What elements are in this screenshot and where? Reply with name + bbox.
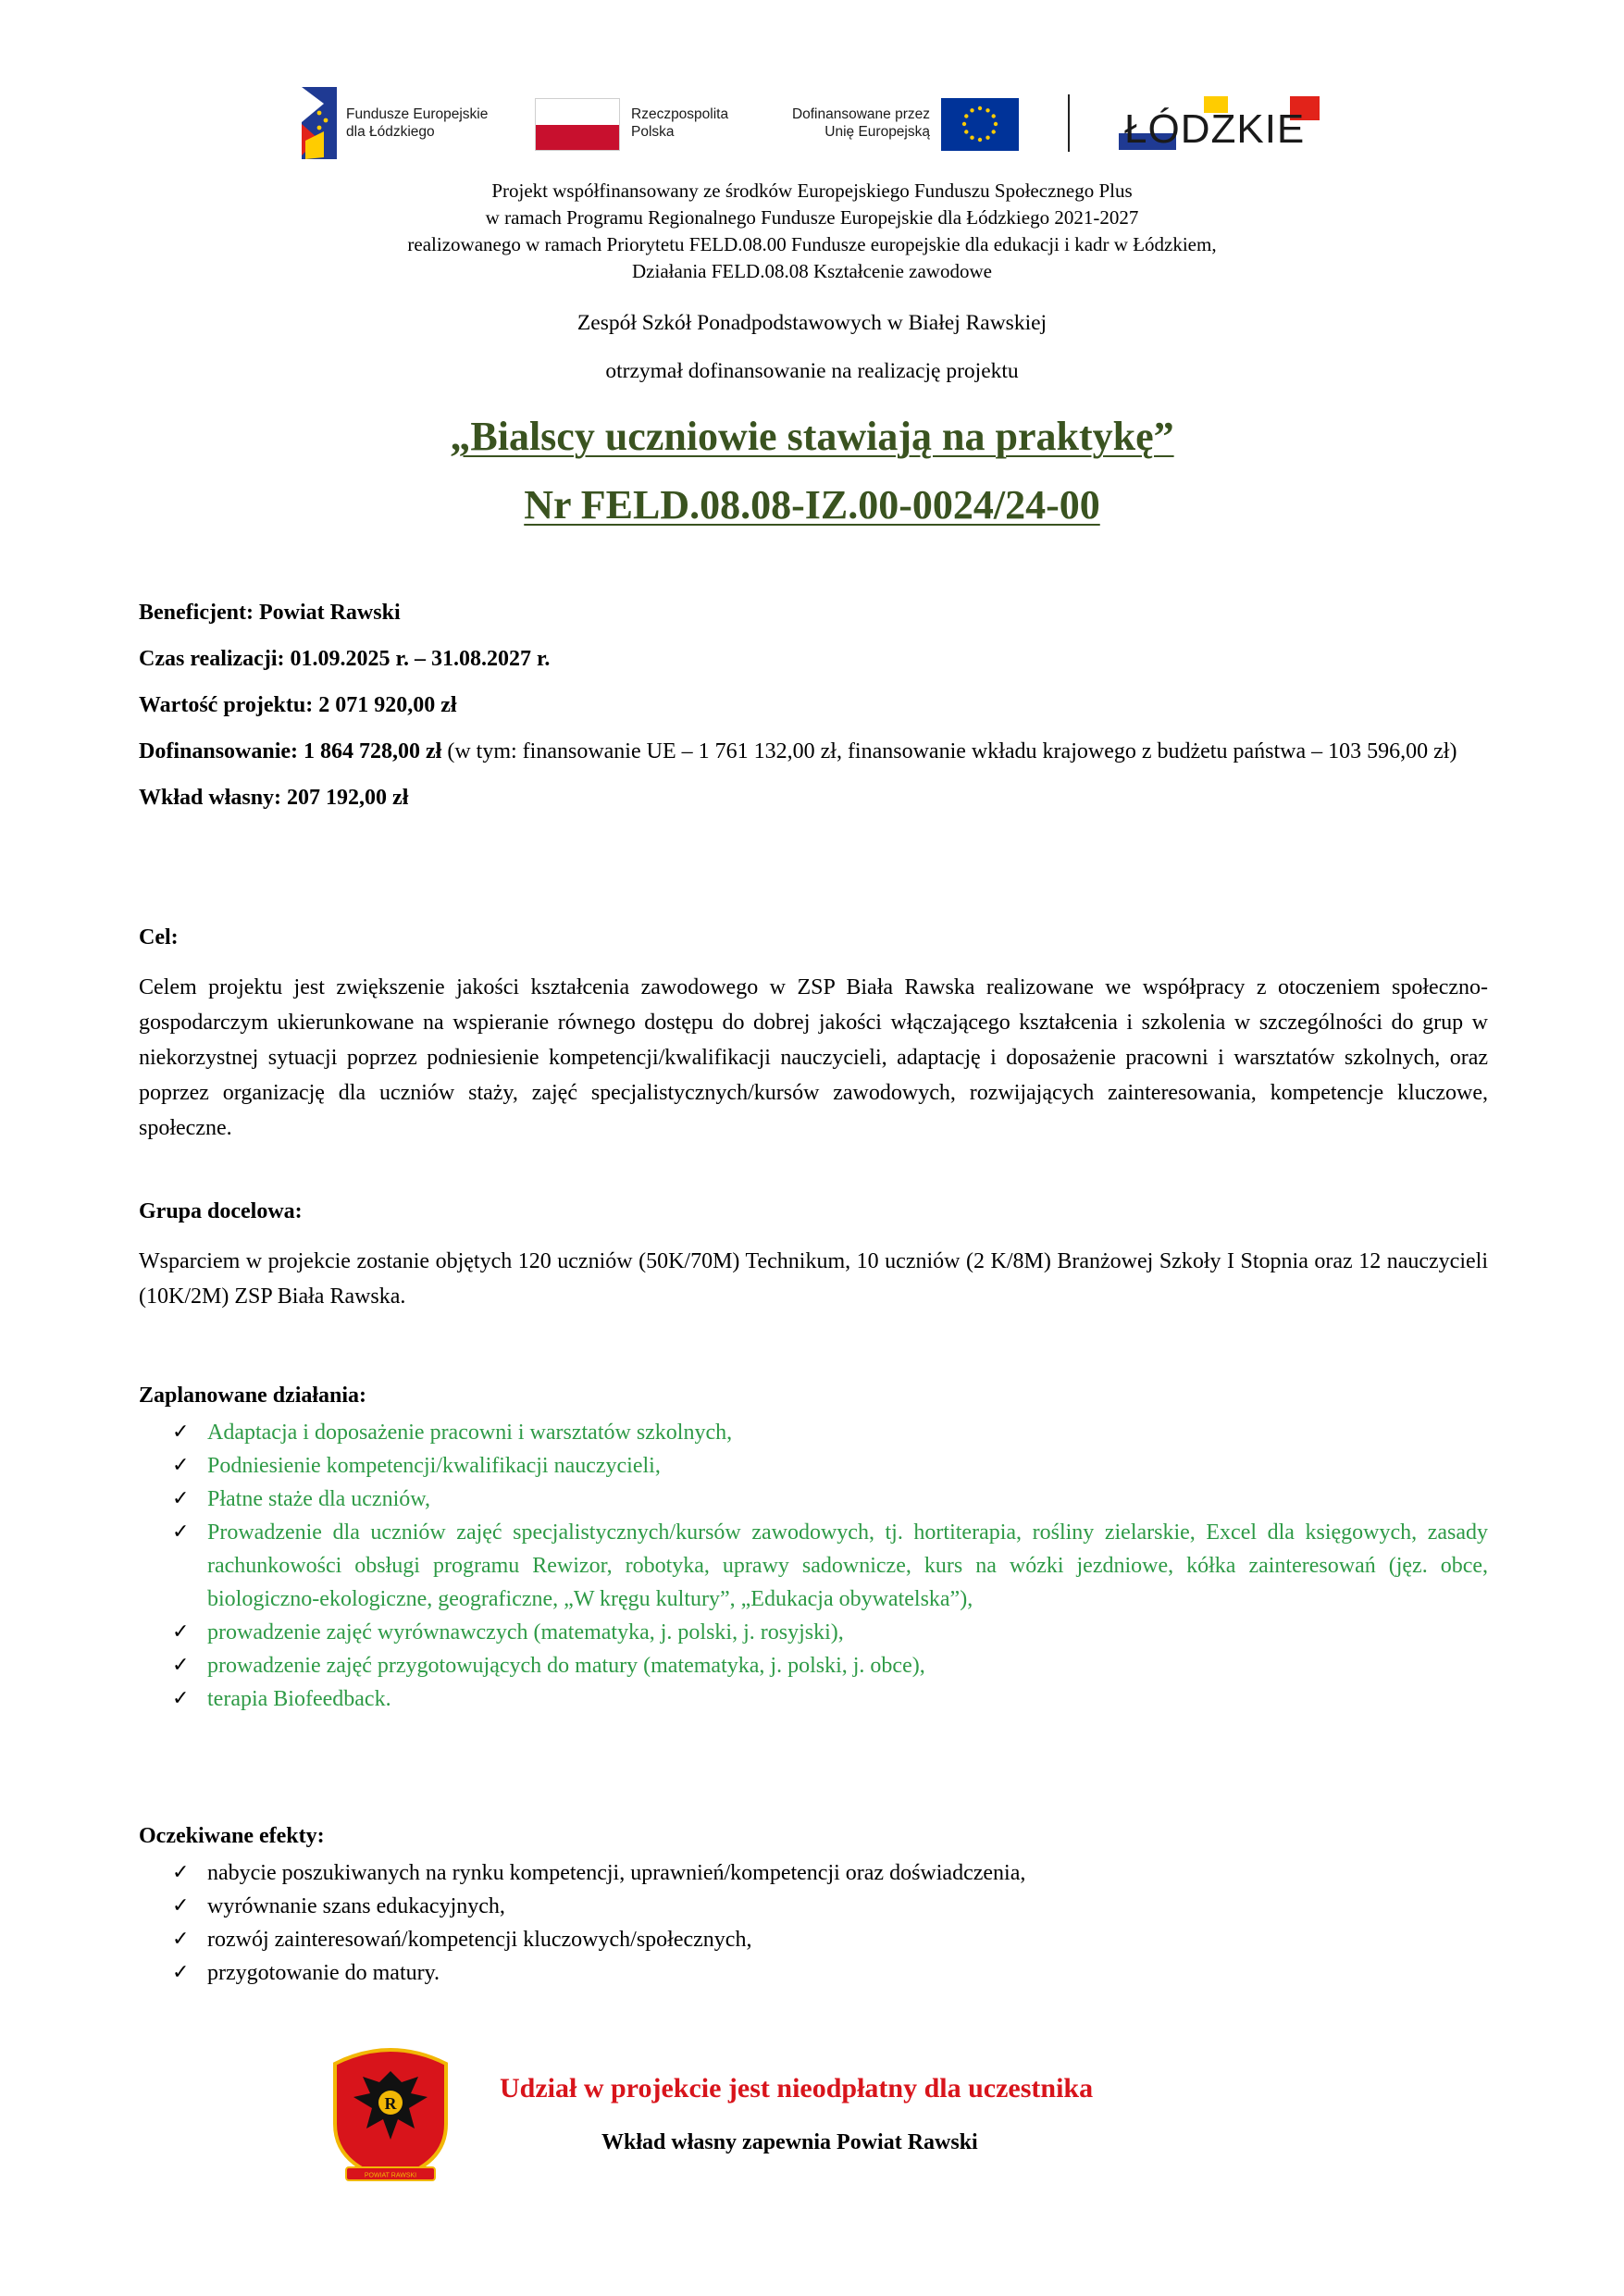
checkmark-icon: ✓ <box>172 1620 190 1644</box>
funding-breakdown: (w tym: finansowanie UE – 1 761 132,00 zł, finansowanie wkładu krajowego z budżetu państwa – 103 596,00 zł) <box>441 739 1457 763</box>
eu-funds-logo-icon <box>296 85 339 161</box>
intro-line-4: Działania FELD.08.08 Kształcenie zawodowe <box>632 260 992 282</box>
list-item: ✓ przygotowanie do matury. <box>139 1956 1488 1990</box>
expected-effects-section <box>139 1819 1488 1990</box>
checkmark-icon: ✓ <box>172 1928 190 1951</box>
list-item: ✓ Prowadzenie dla uczniów zajęć specjalistycznych/kursów zawodowych, tj. hortiterapia, rośliny zielarskie, Excel dla księgowych, zasady rachunkowości obsługi programu Rewizor, robotyka, uprawy sadownicze, kurs na wózki jezdniowe, kółka zainteresowań (jęz. obce, biologiczno-ekologiczne, geograficzne, „W kręgu kultury”, „Edukacja obywatelska”), <box>139 1516 1488 1616</box>
list-item: ✓ nabycie poszukiwanych na rynku kompetencji, uprawnień/kompetencji oraz doświadczenia, <box>139 1856 1488 1890</box>
county-crest-icon <box>326 2036 455 2184</box>
eu-cofunded-line2: Unię Europejską <box>824 124 930 140</box>
project-number <box>0 481 1624 528</box>
poland-line2: Polska <box>631 124 675 140</box>
project-title <box>0 413 1624 460</box>
svg-text:POWIAT RAWSKI: POWIAT RAWSKI <box>364 2172 417 2179</box>
own-contribution: Wkład własny: 207 192,00 zł <box>139 786 409 810</box>
free-participation-notice: Udział w projekcie jest nieodpłatny dla uczestnika <box>500 2073 1094 2104</box>
checkmark-icon: ✓ <box>172 1687 190 1710</box>
logo-divider <box>1068 94 1070 152</box>
actions-heading: Zaplanowane działania: <box>139 1384 367 1408</box>
school-name: Zespół Szkół Ponadpodstawowych w Białej Rawskiej <box>576 311 1048 335</box>
goal-heading: Cel: <box>139 925 179 949</box>
project-title-text: „Bialscy uczniowie stawiają na praktykę” <box>450 414 1174 459</box>
planned-actions-section <box>139 1379 1488 1716</box>
eu-cofunded-text <box>763 105 930 141</box>
intro-line-2: w ramach Programu Regionalnego Fundusze Europejskie dla Łódzkiego 2021-2027 <box>485 206 1139 229</box>
effects-list <box>139 1856 1488 1990</box>
intro-line-1: Projekt współfinansowany ze środków Europejskiego Funduszu Społecznego Plus <box>491 180 1133 202</box>
svg-text:ŁÓDZKIE: ŁÓDZKIE <box>1124 106 1306 152</box>
target-group-section <box>139 1194 1488 1314</box>
list-item: ✓ Płatne staże dla uczniów, <box>139 1483 1488 1516</box>
period: Czas realizacji: 01.09.2025 r. – 31.08.2027 r. <box>139 647 551 671</box>
logo-strip <box>296 85 1351 161</box>
list-item: ✓ prowadzenie zajęć przygotowujących do matury (matematyka, j. polski, j. obce), <box>139 1649 1488 1682</box>
lodzkie-logo-icon <box>1119 94 1332 154</box>
effects-heading: Oczekiwane efekty: <box>139 1824 325 1848</box>
eu-flag-icon <box>941 98 1019 151</box>
funding-label: Dofinansowanie: 1 864 728,00 zł <box>139 739 442 763</box>
poland-logo-text <box>631 105 728 141</box>
target-text: Wsparciem w projekcie zostanie objętych 120 uczniów (50K/70M) Technikum, 10 uczniów (2 K/8M) Branżowej Szkoły I Stopnia oraz 12 nauczycieli (10K/2M) ZSP Biała Rawska. <box>139 1249 1488 1309</box>
eu-funds-line1: Fundusze Europejskie <box>346 106 489 122</box>
funding <box>139 734 1488 769</box>
intro-line-3: realizowanego w ramach Priorytetu FELD.08.00 Fundusze europejskie dla edukacji i kadr w Łódzkiem, <box>407 233 1217 255</box>
checkmark-icon: ✓ <box>172 1421 190 1444</box>
project-details <box>139 595 1488 815</box>
cofinancing-statement <box>0 178 1624 285</box>
checkmark-icon: ✓ <box>172 1654 190 1677</box>
svg-text:R: R <box>384 2094 397 2113</box>
checkmark-icon: ✓ <box>172 1894 190 1917</box>
checkmark-icon: ✓ <box>172 1861 190 1884</box>
poland-line1: Rzeczpospolita <box>631 106 729 122</box>
poland-flag-icon <box>535 98 620 151</box>
checkmark-icon: ✓ <box>172 1454 190 1477</box>
actions-list <box>139 1416 1488 1716</box>
project-value: Wartość projektu: 2 071 920,00 zł <box>139 693 457 717</box>
goal-section <box>139 920 1488 1146</box>
goal-text: Celem projektu jest zwiększenie jakości kształcenia zawodowego w ZSP Biała Rawska realizowane we współpracy z otoczeniem społeczno-gospodarczym ukierunkowane na wspieranie równego dostępu do dobrej jakości włączającego kształcenia i szkolenia w szczególności do grup w niekorzystnej sytuacji poprzez podniesienie kompetencji/kwalifikacji nauczycieli, adaptację i doposażenie pracowni i warsztatów szkolnych, oraz poprzez organizację dla uczniów staży, zajęć specjalistycznych/kursów zawodowych, rozwijających zainteresowania, kompetencje kluczowe, społeczne. <box>139 975 1488 1140</box>
list-item: ✓ terapia Biofeedback. <box>139 1682 1488 1716</box>
list-item: ✓ Podniesienie kompetencji/kwalifikacji nauczycieli, <box>139 1449 1488 1483</box>
funding-received-text: otrzymał dofinansowanie na realizację projektu <box>605 359 1019 383</box>
list-item: ✓ rozwój zainteresowań/kompetencji kluczowych/społecznych, <box>139 1923 1488 1956</box>
list-item: ✓ wyrównanie szans edukacyjnych, <box>139 1890 1488 1923</box>
checkmark-icon: ✓ <box>172 1487 190 1510</box>
eu-cofunded-line1: Dofinansowane przez <box>791 106 930 122</box>
project-number-text: Nr FELD.08.08-IZ.00-0024/24-00 <box>524 482 1100 527</box>
beneficiary: Beneficjent: Powiat Rawski <box>139 601 401 625</box>
checkmark-icon: ✓ <box>172 1520 190 1544</box>
eu-funds-line2: dla Łódzkiego <box>346 124 435 140</box>
own-contribution-note: Wkład własny zapewnia Powiat Rawski <box>601 2130 978 2154</box>
target-heading: Grupa docelowa: <box>139 1199 303 1223</box>
checkmark-icon: ✓ <box>172 1961 190 1984</box>
list-item: ✓ Adaptacja i doposażenie pracowni i warsztatów szkolnych, <box>139 1416 1488 1449</box>
eu-funds-logo-text <box>346 105 488 141</box>
list-item: ✓ prowadzenie zajęć wyrównawczych (matematyka, j. polski, j. rosyjski), <box>139 1616 1488 1649</box>
